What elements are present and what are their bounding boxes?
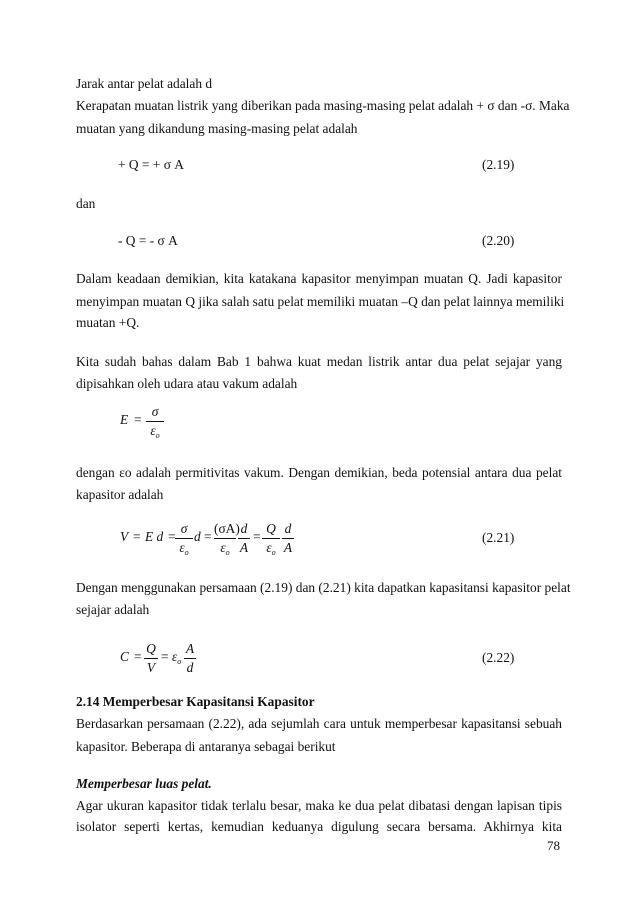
numerator: A xyxy=(185,641,195,656)
equation-2-20: - Q = - σ A xyxy=(118,233,178,248)
text-line: Dalam keadaan demikian, kita katakana kapasitor menyimpan muatan Q. Jadi kapasitor xyxy=(76,271,562,286)
equation-number: (2.19) xyxy=(482,157,515,172)
equation-2-19: + Q = + σ A xyxy=(118,157,184,172)
subscript: o xyxy=(177,657,182,666)
subscript: o xyxy=(155,431,160,440)
epsilon: ε xyxy=(266,540,272,555)
fraction xyxy=(175,521,193,561)
math-symbol: V xyxy=(120,529,129,544)
fraction xyxy=(184,641,196,676)
text-line: Agar ukuran kapasitor tidak terlalu besar, maka ke dua pelat dibatasi dengan lapisan tipis xyxy=(76,798,562,813)
numerator: (σA) xyxy=(214,521,240,536)
section-heading: 2.14 Memperbesar Kapasitansi Kapasitor xyxy=(76,694,315,709)
math-symbol: = xyxy=(168,529,176,544)
numerator: d xyxy=(240,521,248,536)
math-symbol: = xyxy=(134,412,142,427)
numerator: Q xyxy=(146,641,156,656)
math-symbol: E xyxy=(120,412,129,427)
text-line: Jarak antar pelat adalah d xyxy=(76,76,213,91)
fraction xyxy=(262,521,280,561)
text-line: isolator seperti kertas, kemudian keduanya digulung secara bersama. Akhirnya kita xyxy=(76,819,562,834)
math-symbol: = xyxy=(133,529,141,544)
page-number: 78 xyxy=(547,838,560,853)
fraction-bar xyxy=(146,421,164,422)
text-line: Dengan menggunakan persamaan (2.19) dan (2.21) kita dapatkan kapasitansi kapasitor pelat xyxy=(76,580,571,595)
denominator xyxy=(262,540,280,561)
subsection-heading: Memperbesar luas pelat. xyxy=(76,776,212,791)
fraction xyxy=(214,521,240,561)
epsilon: ε xyxy=(150,423,156,438)
fraction-bar xyxy=(214,538,236,539)
subscript: o xyxy=(225,548,230,557)
text-line: kapasitor. Beberapa di antaranya sebagai berikut xyxy=(76,739,336,754)
text-line: muatan +Q. xyxy=(76,315,140,330)
math-symbol: E d xyxy=(145,529,164,544)
text-line: dengan εo adalah permitivitas vakum. Dengan demikian, beda potensial antara dua pelat xyxy=(76,465,562,480)
epsilon: ε xyxy=(179,540,185,555)
math-symbol xyxy=(172,649,181,666)
math-symbol: = xyxy=(134,649,142,664)
numerator: Q xyxy=(266,521,276,536)
denominator: A xyxy=(283,540,293,555)
numerator: σ xyxy=(180,521,188,536)
equation-number: (2.21) xyxy=(482,530,515,545)
denominator xyxy=(214,540,236,561)
text-line: menyimpan muatan Q jika salah satu pelat memiliki muatan –Q dan pelat lainnya memiliki xyxy=(76,294,565,309)
math-symbol: C xyxy=(120,649,129,664)
math-symbol: d xyxy=(194,529,201,544)
text-line: Kita sudah bahas dalam Bab 1 bahwa kuat medan listrik antar dua pelat sejajar yang xyxy=(76,354,562,369)
denominator: V xyxy=(146,660,156,675)
denominator xyxy=(175,540,193,561)
fraction-bar xyxy=(184,658,196,659)
text-line: kapasitor adalah xyxy=(76,487,164,502)
fraction xyxy=(282,521,294,556)
equation-number: (2.22) xyxy=(482,650,515,665)
text-line: dan xyxy=(76,196,96,211)
fraction xyxy=(144,641,158,676)
denominator xyxy=(146,423,164,444)
text-line: Kerapatan muatan listrik yang diberikan pada masing-masing pelat adalah + σ dan -σ. Maka xyxy=(76,98,570,113)
fraction-bar xyxy=(262,538,280,539)
text-line: muatan yang dikandung masing-masing pelat adalah xyxy=(76,121,358,136)
text-line: dipisahkan oleh udara atau vakum adalah xyxy=(76,376,298,391)
numerator: σ xyxy=(151,404,159,419)
text-line: sejajar adalah xyxy=(76,602,150,617)
math-symbol: = xyxy=(253,529,261,544)
fraction xyxy=(146,404,164,444)
math-symbol: = xyxy=(204,529,212,544)
epsilon: ε xyxy=(220,540,226,555)
fraction-bar xyxy=(144,658,158,659)
fraction-bar xyxy=(175,538,193,539)
fraction-bar xyxy=(238,538,250,539)
fraction xyxy=(238,521,250,556)
equation-number: (2.20) xyxy=(482,233,515,248)
denominator: d xyxy=(186,660,194,675)
subscript: o xyxy=(271,548,276,557)
numerator: d xyxy=(284,521,292,536)
text-line: Berdasarkan persamaan (2.22), ada sejumlah cara untuk memperbesar kapasitansi sebuah xyxy=(76,716,562,731)
denominator: A xyxy=(239,540,249,555)
math-symbol: = xyxy=(161,649,169,664)
epsilon: ε xyxy=(172,649,178,664)
subscript: o xyxy=(184,548,189,557)
fraction-bar xyxy=(282,538,294,539)
